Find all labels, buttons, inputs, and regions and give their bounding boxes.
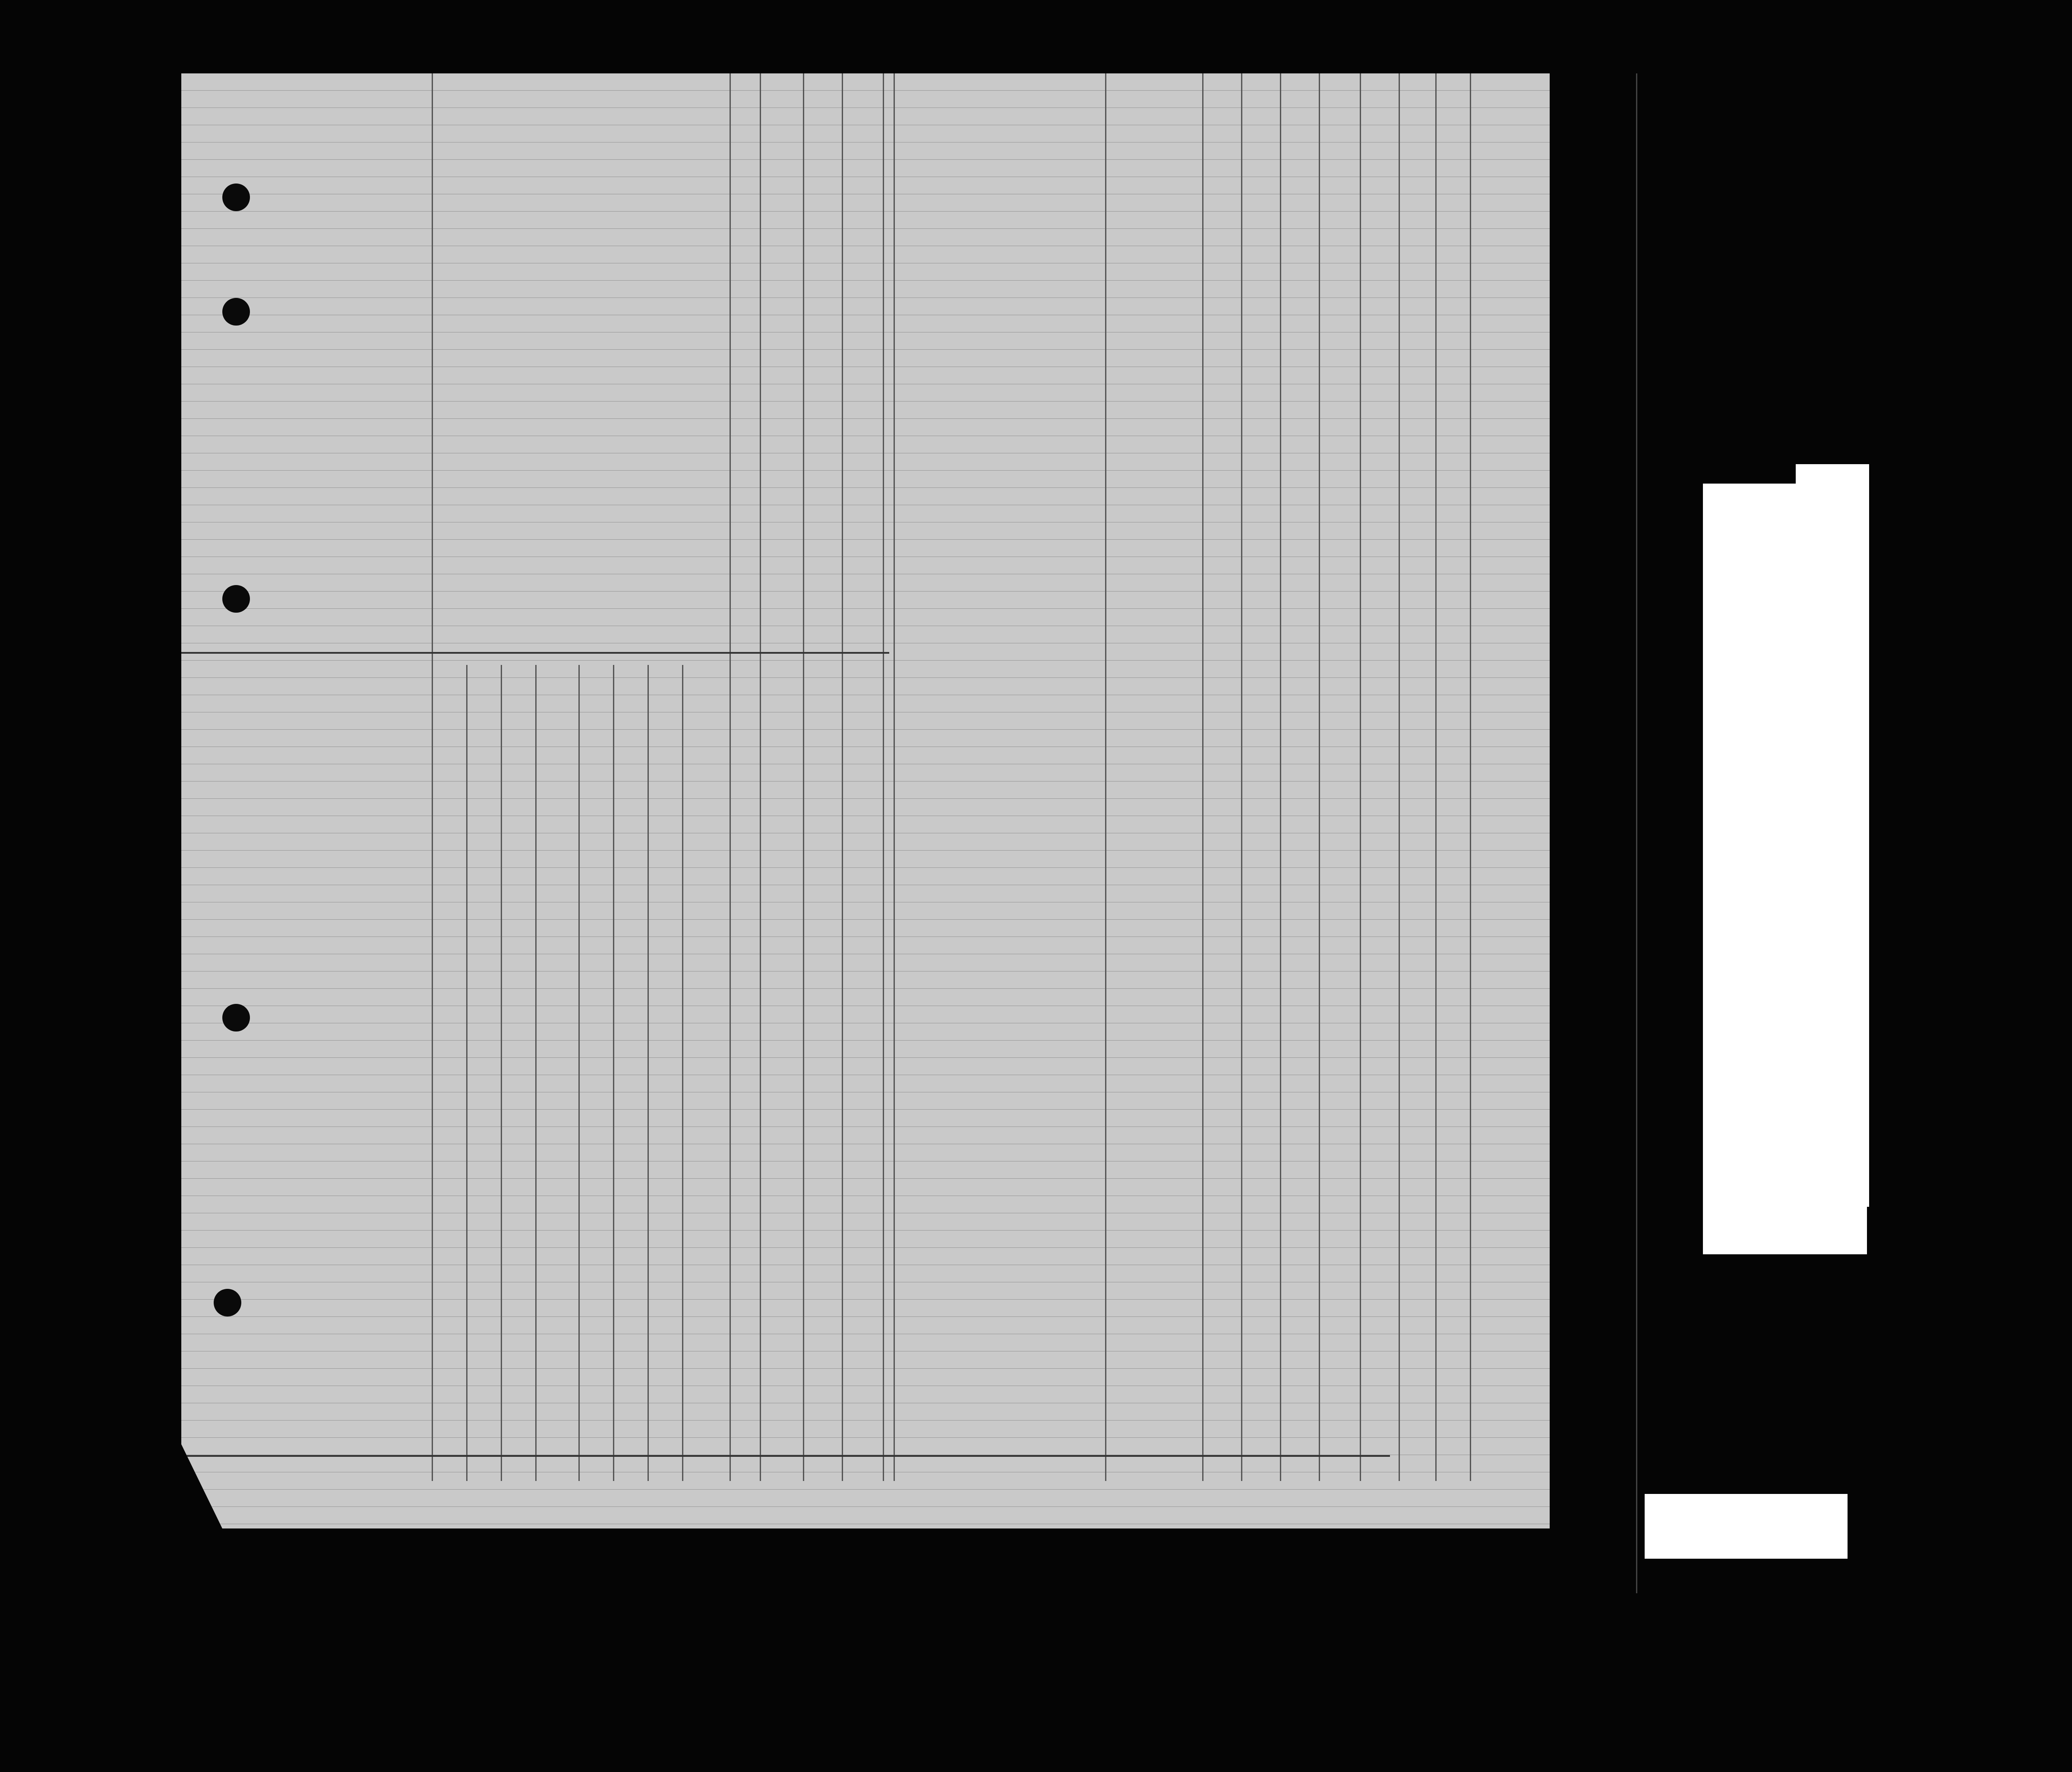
section-divider	[181, 1455, 1390, 1457]
column-rule	[1360, 73, 1361, 1481]
punch-hole	[222, 585, 250, 613]
column-rule	[1399, 73, 1400, 1481]
column-rule	[1105, 73, 1106, 1481]
column-rule	[432, 665, 433, 1481]
column-rule	[1280, 73, 1281, 1481]
column-rule	[894, 73, 895, 1481]
form-page	[181, 73, 1550, 1528]
column-rule	[1241, 73, 1242, 1481]
punch-hole	[222, 1004, 250, 1032]
column-rule	[1470, 73, 1471, 1481]
national-archives-stamp	[1796, 464, 1869, 1207]
ruled-lines	[181, 73, 1550, 1528]
page-indicator	[1645, 1494, 1848, 1559]
column-rule	[883, 73, 884, 1481]
column-rule	[578, 665, 580, 1481]
punch-hole	[222, 298, 250, 326]
column-rule	[613, 665, 614, 1481]
column-rule	[1202, 73, 1203, 1481]
section-divider	[181, 652, 889, 654]
column-rule	[682, 665, 683, 1481]
column-rule	[1319, 73, 1320, 1481]
column-rule	[842, 73, 843, 1481]
stamped-number	[1200, 0, 1347, 65]
column-rule	[466, 665, 467, 1481]
column-rule	[760, 73, 761, 1481]
page-edge-rule	[1636, 73, 1637, 1593]
punch-hole	[222, 184, 250, 211]
column-rule	[1435, 73, 1437, 1481]
punch-hole	[214, 1289, 241, 1316]
column-rule	[648, 665, 649, 1481]
column-rule	[535, 665, 537, 1481]
column-rule	[501, 665, 502, 1481]
column-rule	[730, 73, 731, 1481]
column-rule	[803, 73, 804, 1481]
